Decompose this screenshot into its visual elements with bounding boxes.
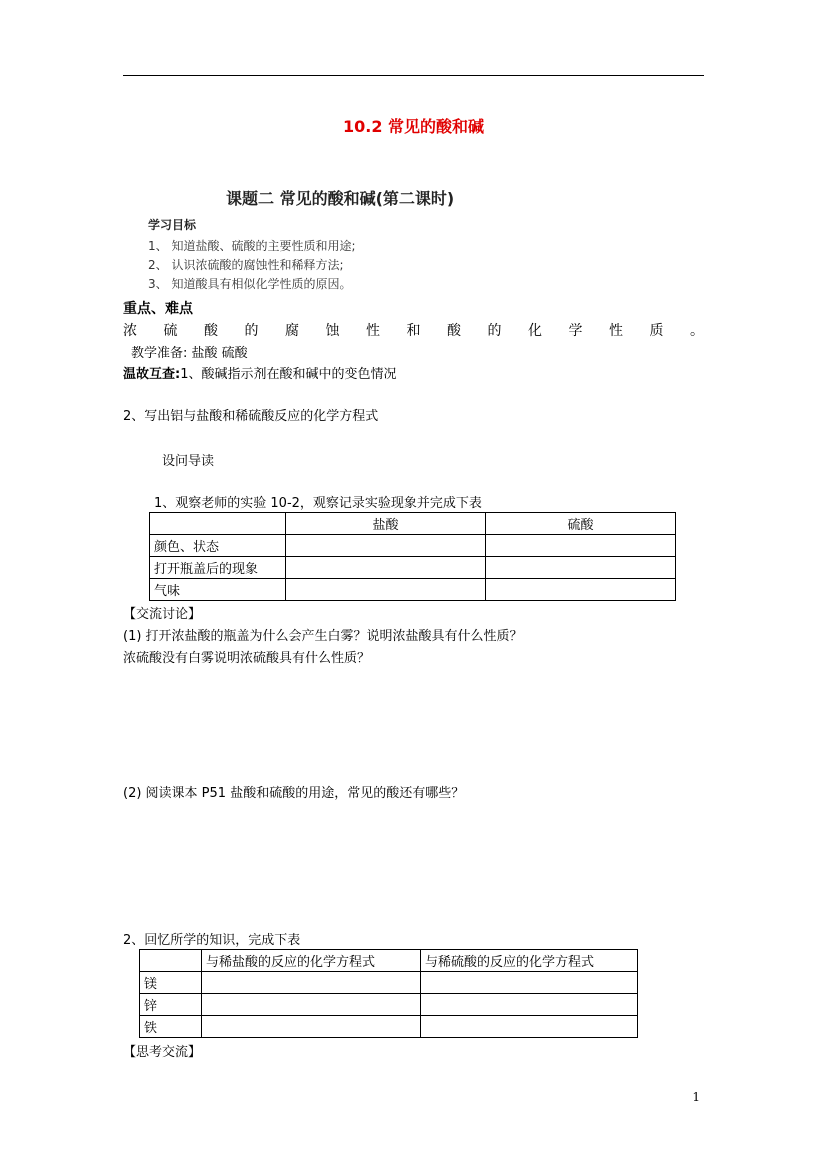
table-cell: [286, 557, 486, 579]
key-points-char: 硫: [163, 323, 178, 339]
table-row: [140, 972, 638, 994]
key-points-heading: 重点、难点: [123, 301, 193, 317]
key-points-char: 蚀: [325, 323, 340, 339]
review-item-2: 2、写出铝与盐酸和稀硫酸反应的化学方程式: [123, 409, 379, 424]
table-row-label: 颜色、状态: [150, 535, 286, 557]
key-points-char: 化: [528, 323, 542, 339]
observation-table: [149, 512, 676, 601]
discussion-question-1-continued: 浓硫酸没有白雾说明浓硫酸具有什么性质？: [123, 651, 371, 666]
table-cell: [486, 535, 676, 557]
table-row: [140, 1016, 638, 1038]
key-points-char: 性: [609, 323, 623, 339]
discussion-heading: 【交流讨论】: [123, 607, 202, 622]
table-cell: [486, 557, 676, 579]
table-row: [150, 535, 676, 557]
key-points-char: 的: [487, 323, 502, 339]
table-row-label: 镁: [140, 972, 202, 994]
table-row-label: 气味: [150, 579, 286, 601]
table-row: [150, 557, 676, 579]
table-row: [140, 994, 638, 1016]
review-line: [123, 363, 396, 382]
key-points-char: 腐: [285, 323, 299, 339]
table-header-cell: 盐酸: [286, 513, 486, 535]
table-header-cell: 硫酸: [486, 513, 676, 535]
table-row-label: 打开瓶盖后的现象: [150, 557, 286, 579]
recall-instruction: 2、回忆所学的知识，完成下表: [123, 933, 301, 948]
table-row: [150, 579, 676, 601]
objective-item: 2、 认识浓硫酸的腐蚀性和稀释方法;: [148, 258, 344, 272]
table-cell: [421, 994, 638, 1016]
table-header-cell: [140, 950, 202, 972]
table-cell: [286, 535, 486, 557]
key-points-char: 浓: [123, 323, 137, 339]
table-cell: [421, 972, 638, 994]
key-points-char: 和: [406, 323, 421, 339]
key-points-char: 质: [649, 323, 664, 339]
table-header-cell: [150, 513, 286, 535]
review-text: 1、酸碱指示剂在酸和碱中的变色情况: [180, 367, 397, 382]
document-title: 10.2 常见的酸和碱: [342, 117, 485, 136]
objective-item: 1、 知道盐酸、硫酸的主要性质和用途;: [148, 239, 356, 253]
key-points-char: 性: [366, 323, 380, 339]
reaction-table: [139, 949, 638, 1038]
objectives-heading: 学习目标: [148, 218, 197, 232]
key-points-char: 酸: [447, 323, 461, 339]
key-points-char: 酸: [204, 323, 218, 339]
table-row-label: 铁: [140, 1016, 202, 1038]
header-rule: [123, 75, 704, 76]
table-cell: [286, 579, 486, 601]
table-cell: [202, 1016, 421, 1038]
table-cell: [486, 579, 676, 601]
table-header-cell: 与稀盐酸的反应的化学方程式: [202, 950, 421, 972]
teaching-prep: 教学准备: 盐酸 硫酸: [131, 346, 248, 361]
table-header-row: [140, 950, 638, 972]
review-label: 温故互查:: [123, 367, 181, 382]
key-points-char: 。: [690, 323, 704, 339]
lesson-title: 课题二 常见的酸和碱(第二课时): [226, 189, 455, 208]
think-heading: 【思考交流】: [123, 1045, 202, 1060]
key-points-char: 学: [568, 323, 583, 339]
discussion-question-2: (2) 阅读课本 P51 盐酸和硫酸的用途，常见的酸还有哪些？: [123, 786, 465, 801]
objective-item: 3、 知道酸具有相似化学性质的原因。: [148, 277, 352, 291]
table-row-label: 锌: [140, 994, 202, 1016]
key-points-char: 的: [244, 323, 259, 339]
key-points-text: [123, 320, 704, 340]
page-number: 1: [692, 1090, 700, 1104]
discussion-question-1: (1) 打开浓盐酸的瓶盖为什么会产生白雾？说明浓盐酸具有什么性质？: [123, 629, 523, 644]
table-cell: [202, 972, 421, 994]
table-cell: [202, 994, 421, 1016]
observe-instruction: 1、观察老师的实验 10-2，观察记录实验现象并完成下表: [154, 496, 482, 511]
table-cell: [421, 1016, 638, 1038]
guide-heading: 设问导读: [162, 454, 215, 469]
table-header-row: [150, 513, 676, 535]
table-header-cell: 与稀硫酸的反应的化学方程式: [421, 950, 638, 972]
